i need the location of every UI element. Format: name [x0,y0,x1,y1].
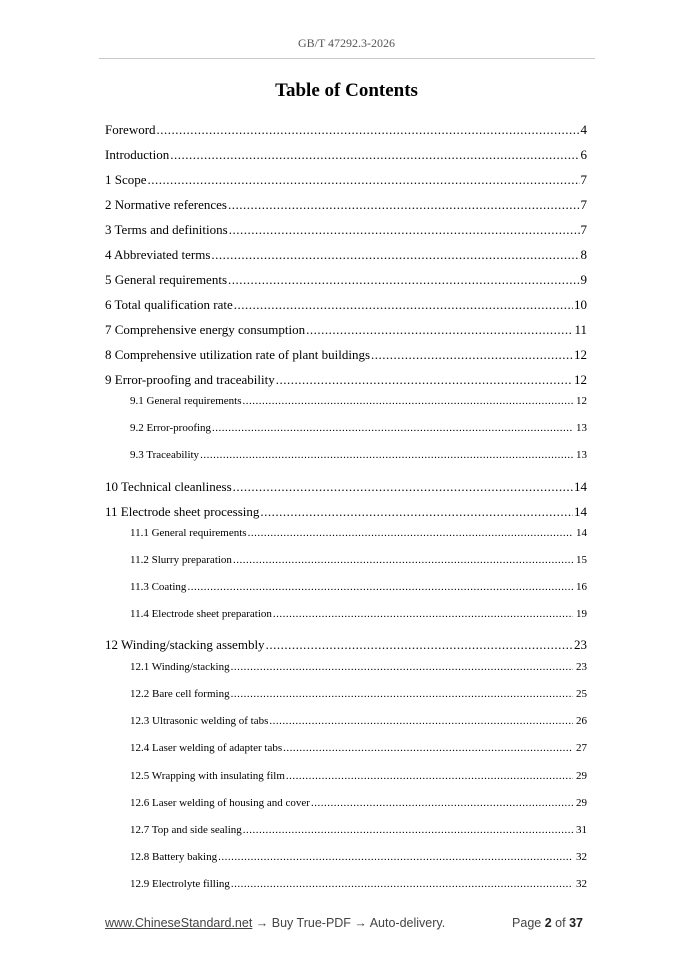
toc-entry-label: 7 Comprehensive energy consumption [105,322,306,337]
toc-entry-label: 12.3 Ultrasonic welding of tabs [130,715,269,727]
toc-entry[interactable] [130,851,587,863]
dot-leader [187,581,573,593]
dot-leader [170,147,579,163]
toc-entry[interactable] [130,449,587,461]
toc-entry-label: 3 Terms and definitions [105,222,228,237]
dot-leader [233,554,573,566]
toc-entry[interactable] [130,715,587,727]
toc-entry[interactable] [105,322,587,338]
toc-entry[interactable] [130,581,587,593]
dot-leader [276,372,573,388]
dot-leader [228,197,580,213]
toc-entry-page: 13 [576,422,587,434]
toc-entry-page: 12 [574,372,587,387]
toc-entry-label: 11.4 Electrode sheet preparation [130,608,272,620]
toc-entry[interactable] [130,527,587,539]
dot-leader [273,608,573,620]
toc-entry-page: 12 [574,347,587,362]
page-footer [105,916,583,936]
site-link[interactable]: www.ChineseStandard.net [105,916,253,930]
toc-entry-page: 7 [580,172,587,187]
toc-entry-page: 6 [580,147,587,162]
toc-entry[interactable] [105,247,587,263]
toc-entry-page: 7 [580,197,587,212]
dot-leader [283,742,573,754]
toc-entry[interactable] [130,824,587,836]
toc-entry-page: 32 [576,878,587,890]
toc-entry[interactable] [130,878,587,890]
dot-leader [231,878,573,890]
toc-entry-label: 12.1 Winding/stacking [130,661,230,673]
dot-leader [157,122,580,138]
dot-leader [148,172,580,188]
toc-entry[interactable] [130,797,587,809]
toc-entry[interactable] [105,637,587,653]
promo-text: → Buy True-PDF → Auto-delivery. [252,916,446,930]
toc-entry-page: 29 [576,797,587,809]
toc-entry-label: 12.5 Wrapping with insulating film [130,770,285,782]
toc-entry[interactable] [105,372,587,388]
dot-leader [266,637,573,653]
dot-leader [231,688,573,700]
toc-entry-label: 11 Electrode sheet processing [105,504,260,519]
dot-leader [233,479,573,495]
dot-leader [371,347,573,363]
toc-entry-label: Foreword [105,122,156,137]
toc-entry-label: 9.2 Error-proofing [130,422,212,434]
toc-entry-page: 9 [580,272,587,287]
toc-entry-label: 12.2 Bare cell forming [130,688,230,700]
toc-entry-label: 9 Error-proofing and traceability [105,372,275,387]
dot-leader [286,770,573,782]
dot-leader [231,661,573,673]
toc-entry[interactable] [130,661,587,673]
toc-entry-label: 1 Scope [105,172,147,187]
toc-entry-label: 12.8 Battery baking [130,851,218,863]
toc-entry[interactable] [105,272,587,288]
toc-entry[interactable] [105,222,587,238]
toc-entry-page: 7 [580,222,587,237]
toc-entry-page: 15 [576,554,587,566]
toc-entry-page: 32 [576,851,587,863]
toc-entry-label: 11.1 General requirements [130,527,247,539]
dot-leader [311,797,573,809]
toc-entry[interactable] [130,608,587,620]
dot-leader [269,715,573,727]
toc-entry-label: 12.6 Laser welding of housing and cover [130,797,310,809]
toc-entry-page: 29 [576,770,587,782]
footer-promo [105,916,445,930]
toc-entry-label: 10 Technical cleanliness [105,479,232,494]
toc-entry[interactable] [130,770,587,782]
toc-entry[interactable] [105,347,587,363]
toc-entry[interactable] [130,688,587,700]
toc-entry-page: 13 [576,449,587,461]
dot-leader [260,504,573,520]
toc-entry-label: 12 Winding/stacking assembly [105,637,265,652]
toc-entry-label: 4 Abbreviated terms [105,247,211,262]
dot-leader [211,247,579,263]
toc-entry-page: 23 [574,637,587,652]
toc-entry[interactable] [130,742,587,754]
toc-entry-page: 10 [574,297,587,312]
toc-entry-label: 6 Total qualification rate [105,297,233,312]
toc-entry-page: 23 [576,661,587,673]
page-title: Table of Contents [275,80,418,101]
dot-leader [243,824,573,836]
toc-entry-label: 9.3 Traceability [130,449,200,461]
toc-entry-page: 16 [576,581,587,593]
toc-entry[interactable] [130,395,587,407]
toc-entry-label: 5 General requirements [105,272,228,287]
page-indicator: Page 2 of 37 [512,916,583,930]
dot-leader [218,851,573,863]
toc-entry-label: Introduction [105,147,170,162]
dot-leader [229,222,580,238]
dot-leader [212,422,573,434]
toc-entry[interactable] [105,147,587,163]
toc-entry[interactable] [105,297,587,313]
toc-entry-page: 8 [580,247,587,262]
toc-entry-page: 4 [580,122,587,137]
document-code-header: GB/T 47292.3-2026 [297,36,396,50]
toc-entry[interactable] [130,554,587,566]
toc-entry[interactable] [105,504,587,520]
dot-leader [228,272,579,288]
toc-entry[interactable] [130,422,587,434]
toc-entry-label: 12.7 Top and side sealing [130,824,242,836]
toc-entry-page: 12 [576,395,587,407]
toc-entry[interactable] [105,479,587,495]
toc-entry-page: 14 [574,479,587,494]
toc-entry-label: 11.2 Slurry preparation [130,554,232,566]
toc-entry[interactable] [105,172,587,188]
dot-leader [248,527,573,539]
toc-entry-page: 27 [576,742,587,754]
toc-entry-label: 2 Normative references [105,197,227,212]
toc-entry-label: 11.3 Coating [130,581,187,593]
header-divider [99,58,595,59]
toc-entry-page: 14 [574,504,587,519]
toc-entry-page: 26 [576,715,587,727]
dot-leader [200,449,573,461]
toc-entry-page: 31 [576,824,587,836]
toc-entry[interactable] [105,197,587,213]
dot-leader [234,297,573,313]
toc-entry-page: 11 [574,322,587,337]
toc-entry-label: 8 Comprehensive utilization rate of plant buildings [105,347,371,362]
toc-entry-label: 12.9 Electrolyte filling [130,878,230,890]
toc-entry-page: 25 [576,688,587,700]
toc-entry-page: 14 [576,527,587,539]
dot-leader [306,322,573,338]
total-pages: 37 [569,916,583,930]
toc-entry-label: 9.1 General requirements [130,395,242,407]
toc-entry-page: 19 [576,608,587,620]
dot-leader [242,395,573,407]
toc-entry-label: 12.4 Laser welding of adapter tabs [130,742,283,754]
toc-entry[interactable] [105,122,587,138]
current-page: 2 [544,916,552,930]
